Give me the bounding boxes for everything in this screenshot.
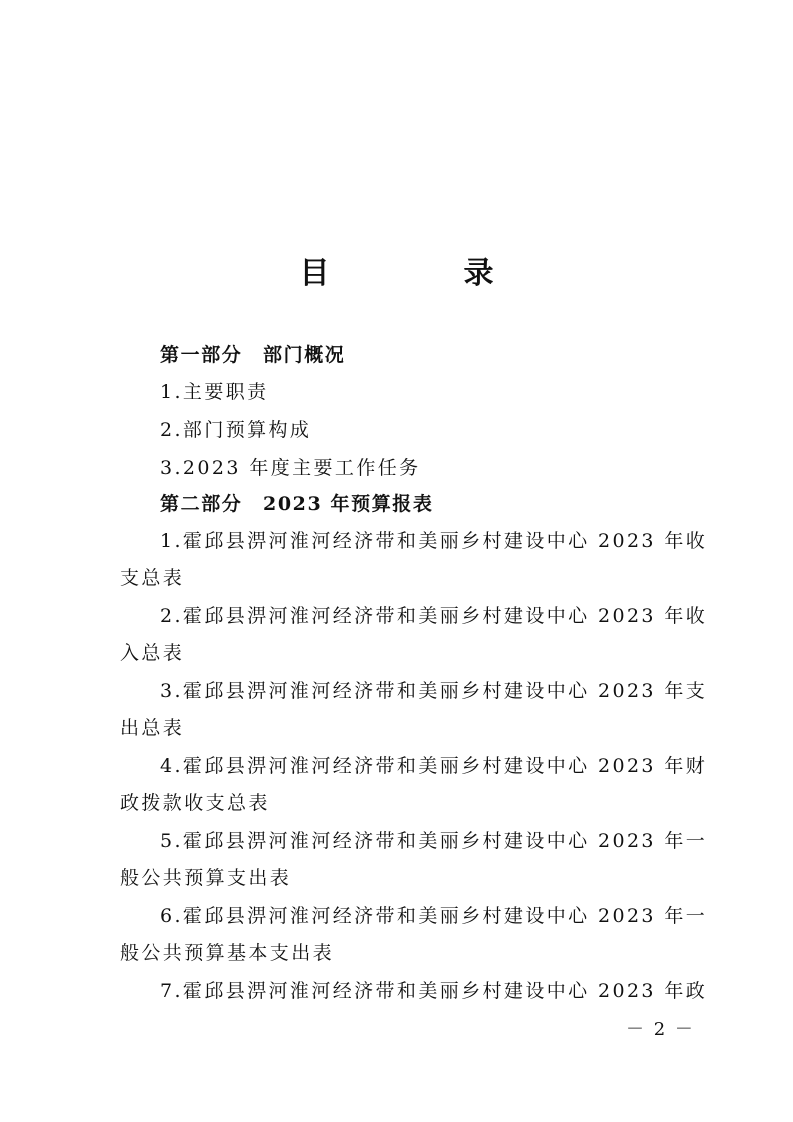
toc-report-2: 2.霍邱县淠河淮河经济带和美丽乡村建设中心 2023 年收 xyxy=(160,605,708,627)
toc-item-responsibilities: 1.主要职责 xyxy=(160,381,269,403)
toc-report-5-continued: 般公共预算支出表 xyxy=(120,867,292,889)
toc-report-4-continued: 政拨款收支总表 xyxy=(120,792,270,814)
toc-report-6: 6.霍邱县淠河淮河经济带和美丽乡村建设中心 2023 年一 xyxy=(160,905,708,927)
toc-item-annual-tasks: 3.2023 年度主要工作任务 xyxy=(160,457,421,479)
toc-report-5: 5.霍邱县淠河淮河经济带和美丽乡村建设中心 2023 年一 xyxy=(160,830,708,852)
toc-part-one-heading: 第一部分 部门概况 xyxy=(160,344,346,366)
toc-report-1-continued: 支总表 xyxy=(120,567,185,589)
toc-report-7: 7.霍邱县淠河淮河经济带和美丽乡村建设中心 2023 年政 xyxy=(160,980,708,1002)
toc-report-4: 4.霍邱县淠河淮河经济带和美丽乡村建设中心 2023 年财 xyxy=(160,755,708,777)
toc-report-2-continued: 入总表 xyxy=(120,642,185,664)
toc-report-3: 3.霍邱县淠河淮河经济带和美丽乡村建设中心 2023 年支 xyxy=(160,680,708,702)
toc-report-6-continued: 般公共预算基本支出表 xyxy=(120,942,335,964)
toc-part-two-heading: 第二部分 2023 年预算报表 xyxy=(160,493,434,515)
page-number: － 2 － xyxy=(626,1019,695,1040)
toc-report-1: 1.霍邱县淠河淮河经济带和美丽乡村建设中心 2023 年收 xyxy=(160,530,708,552)
page-title: 目 录 xyxy=(299,256,546,291)
toc-item-budget-composition: 2.部门预算构成 xyxy=(160,419,312,441)
toc-report-3-continued: 出总表 xyxy=(120,717,185,739)
